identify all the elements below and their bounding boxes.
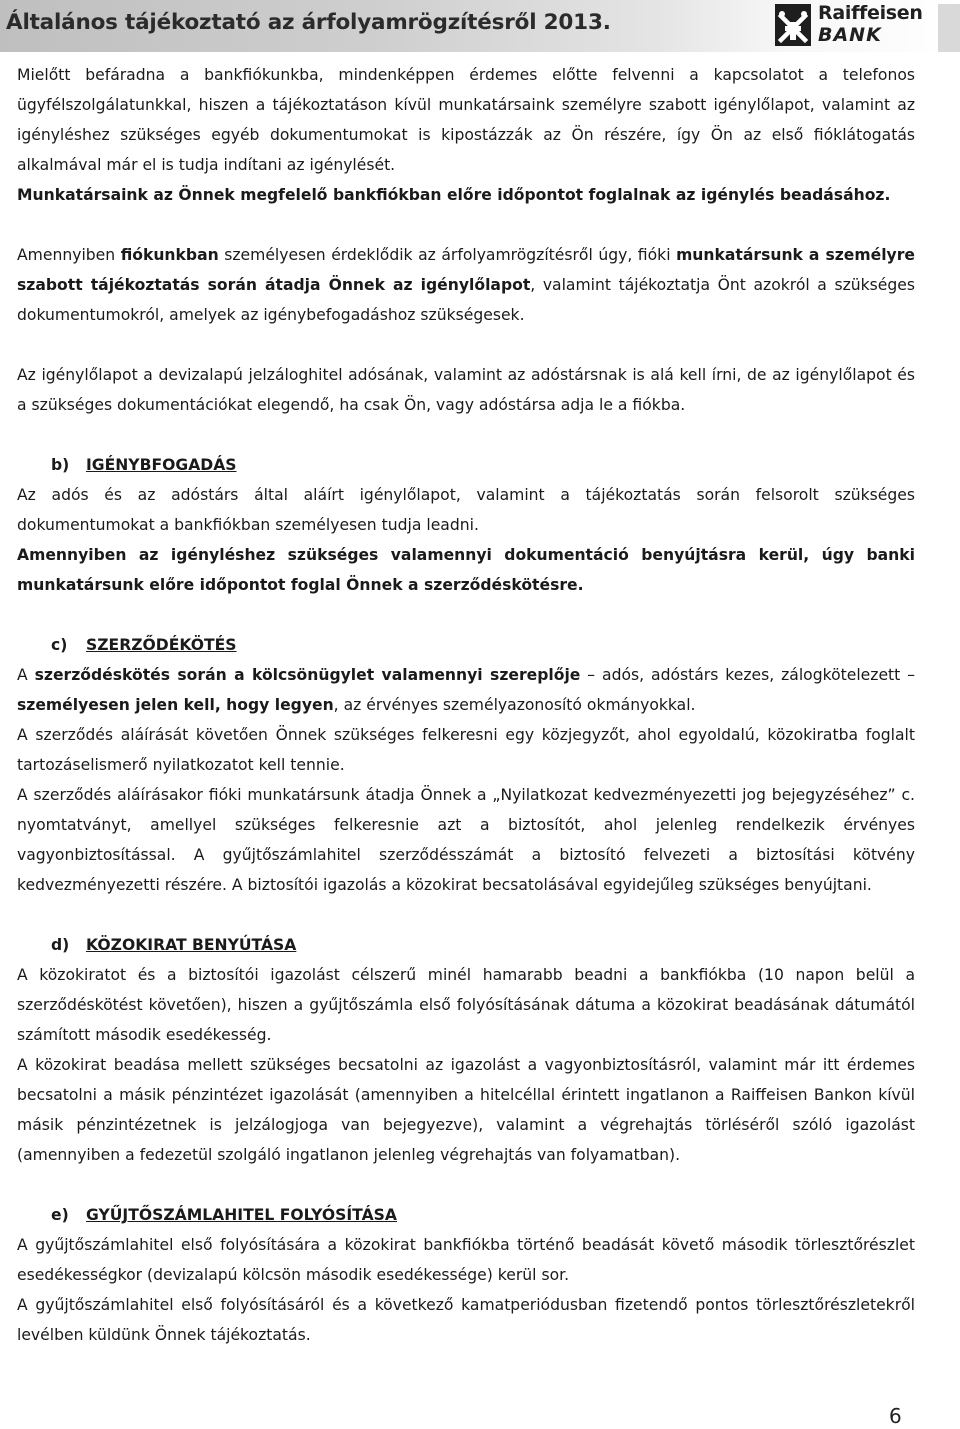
section-b-bold-paragraph: Amennyiben az igényléshez szükséges valamennyi dokumentáció benyújtásra kerül, úgy banki munkatársunk előre időpontot foglal Önnek a szerződéskötésre. bbox=[17, 546, 915, 594]
raiffeisen-logo bbox=[775, 2, 923, 49]
document-title: Általános tájékoztató az árfolyamrögzítésről 2013. bbox=[6, 10, 611, 35]
logo-text-bank: BANK bbox=[818, 24, 882, 46]
section-e-paragraph-1: A gyűjtőszámlahitel első folyósítására a közokirat bankfiókba történő beadását követő második törlesztőrészlet esedékességkor (devizalapú kölcsön második esedékessége) kerül sor. bbox=[17, 1236, 915, 1284]
section-c-paragraph-2: A szerződés aláírását követően Önnek szükséges felkeresni egy közjegyzőt, ahol egyoldalú, közokiratba foglalt tartozáselismerő nyilatkozatot kell tennie. bbox=[17, 726, 915, 774]
section-b-heading: b) IGÉNYBFOGADÁS bbox=[51, 456, 237, 474]
section-c-heading: c) SZERZŐDÉKÖTÉS bbox=[51, 636, 237, 654]
logo-text-raiffeisen: Raiffeisen bbox=[818, 2, 923, 24]
section-d-heading: d) KÖZOKIRAT BENYÚTÁSA bbox=[51, 936, 297, 954]
page-header bbox=[0, 0, 960, 52]
section-c-paragraph-1: A szerződéskötés során a kölcsönügylet valamennyi szereplője – adós, adóstárs kezes, zálogkötelezett – személyesen jelen kell, hogy legyen, az érvényes személyazonosító okmányokkal. bbox=[17, 666, 915, 714]
section-c-paragraph-3: A szerződés aláírásakor fióki munkatársunk átadja Önnek a „Nyilatkozat kedvezményezetti jog bejegyzéséhez” c. nyomtatványt, amellyel szükséges felkeresnie azt a biztosítót, ahol jelenleg rendelkezik érvényes vagyonbiztosítással. A gyűjtőszámlahitel szerződésszámát a biztosító felvezeti a biztosítási kötvény kedvezményezetti részére. A biztosítói igazolás a közokirat becsatolásával egyidejűleg szükséges benyújtani. bbox=[17, 786, 915, 894]
section-e-heading: e) GYŰJTŐSZÁMLAHITEL FOLYÓSÍTÁSA bbox=[51, 1206, 397, 1224]
raiffeisen-gable-cross-icon bbox=[775, 4, 811, 46]
intro-paragraph: Mielőtt befáradna a bankfiókunkba, mindenképpen érdemes előtte felvenni a kapcsolatot a telefonos ügyfélszolgálatunkkal, hiszen a tájékoztatáson kívül munkatársaink személyre szabott igénylőlapot, valamint az igényléshez szükséges egyéb dokumentumokat is kipostázzák az Ön részére, így Ön az első fióklátogatás alkalmával már el is tudja indítani az igénylését. bbox=[17, 66, 915, 174]
intro-bold-paragraph: Munkatársaink az Önnek megfelelő bankfiókban előre időpontot foglalnak az igénylés beadásához. bbox=[17, 186, 891, 204]
branch-info-paragraph: Amennyiben fiókunkban személyesen érdeklődik az árfolyamrögzítésről úgy, fióki munkatársunk a személyre szabott tájékoztatás során átadja Önnek az igénylőlapot, valamint tájékoztatja Önt azokról a szükséges dokumentumokról, amelyek az igénybefogadáshoz szükségesek. bbox=[17, 246, 915, 324]
header-corner-block bbox=[938, 4, 960, 52]
signature-paragraph: Az igénylőlapot a devizalapú jelzáloghitel adósának, valamint az adóstársnak is alá kell írni, de az igénylőlapot és a szükséges dokumentációkat elegendő, ha csak Ön, vagy adóstársa adja le a fiókba. bbox=[17, 366, 915, 414]
section-b-paragraph: Az adós és az adóstárs által aláírt igénylőlapot, valamint a tájékoztatás során felsorolt szükséges dokumentumokat a bankfiókban személyesen tudja leadni. bbox=[17, 486, 915, 534]
section-d-paragraph-2: A közokirat beadása mellett szükséges becsatolni az igazolást a vagyonbiztosításról, valamint már itt érdemes becsatolni a másik pénzintézet igazolását (amennyiben a hitelcéllal érintett ingatlanon a Raiffeisen Bankon kívül másik pénzintézetnek is jelzálogjoga van bejegyezve), valamint a végrehajtás törléséről szóló igazolást (amennyiben a fedezetül szolgáló ingatlanon jelenleg végrehajtás van folyamatban). bbox=[17, 1056, 915, 1164]
page-number: 6 bbox=[889, 1404, 902, 1428]
section-e-paragraph-2: A gyűjtőszámlahitel első folyósításáról és a következő kamatperiódusban fizetendő pontos törlesztőrészletekről levélben küldünk Önnek tájékoztatás. bbox=[17, 1296, 915, 1344]
section-d-paragraph-1: A közokiratot és a biztosítói igazolást célszerű minél hamarabb beadni a bankfiókba (10 napon belül a szerződéskötést követően), hiszen a gyűjtőszámla első folyósításának dátuma a közokirat beadásának dátumától számított második esedékesség. bbox=[17, 966, 915, 1044]
document-body bbox=[17, 60, 915, 1350]
